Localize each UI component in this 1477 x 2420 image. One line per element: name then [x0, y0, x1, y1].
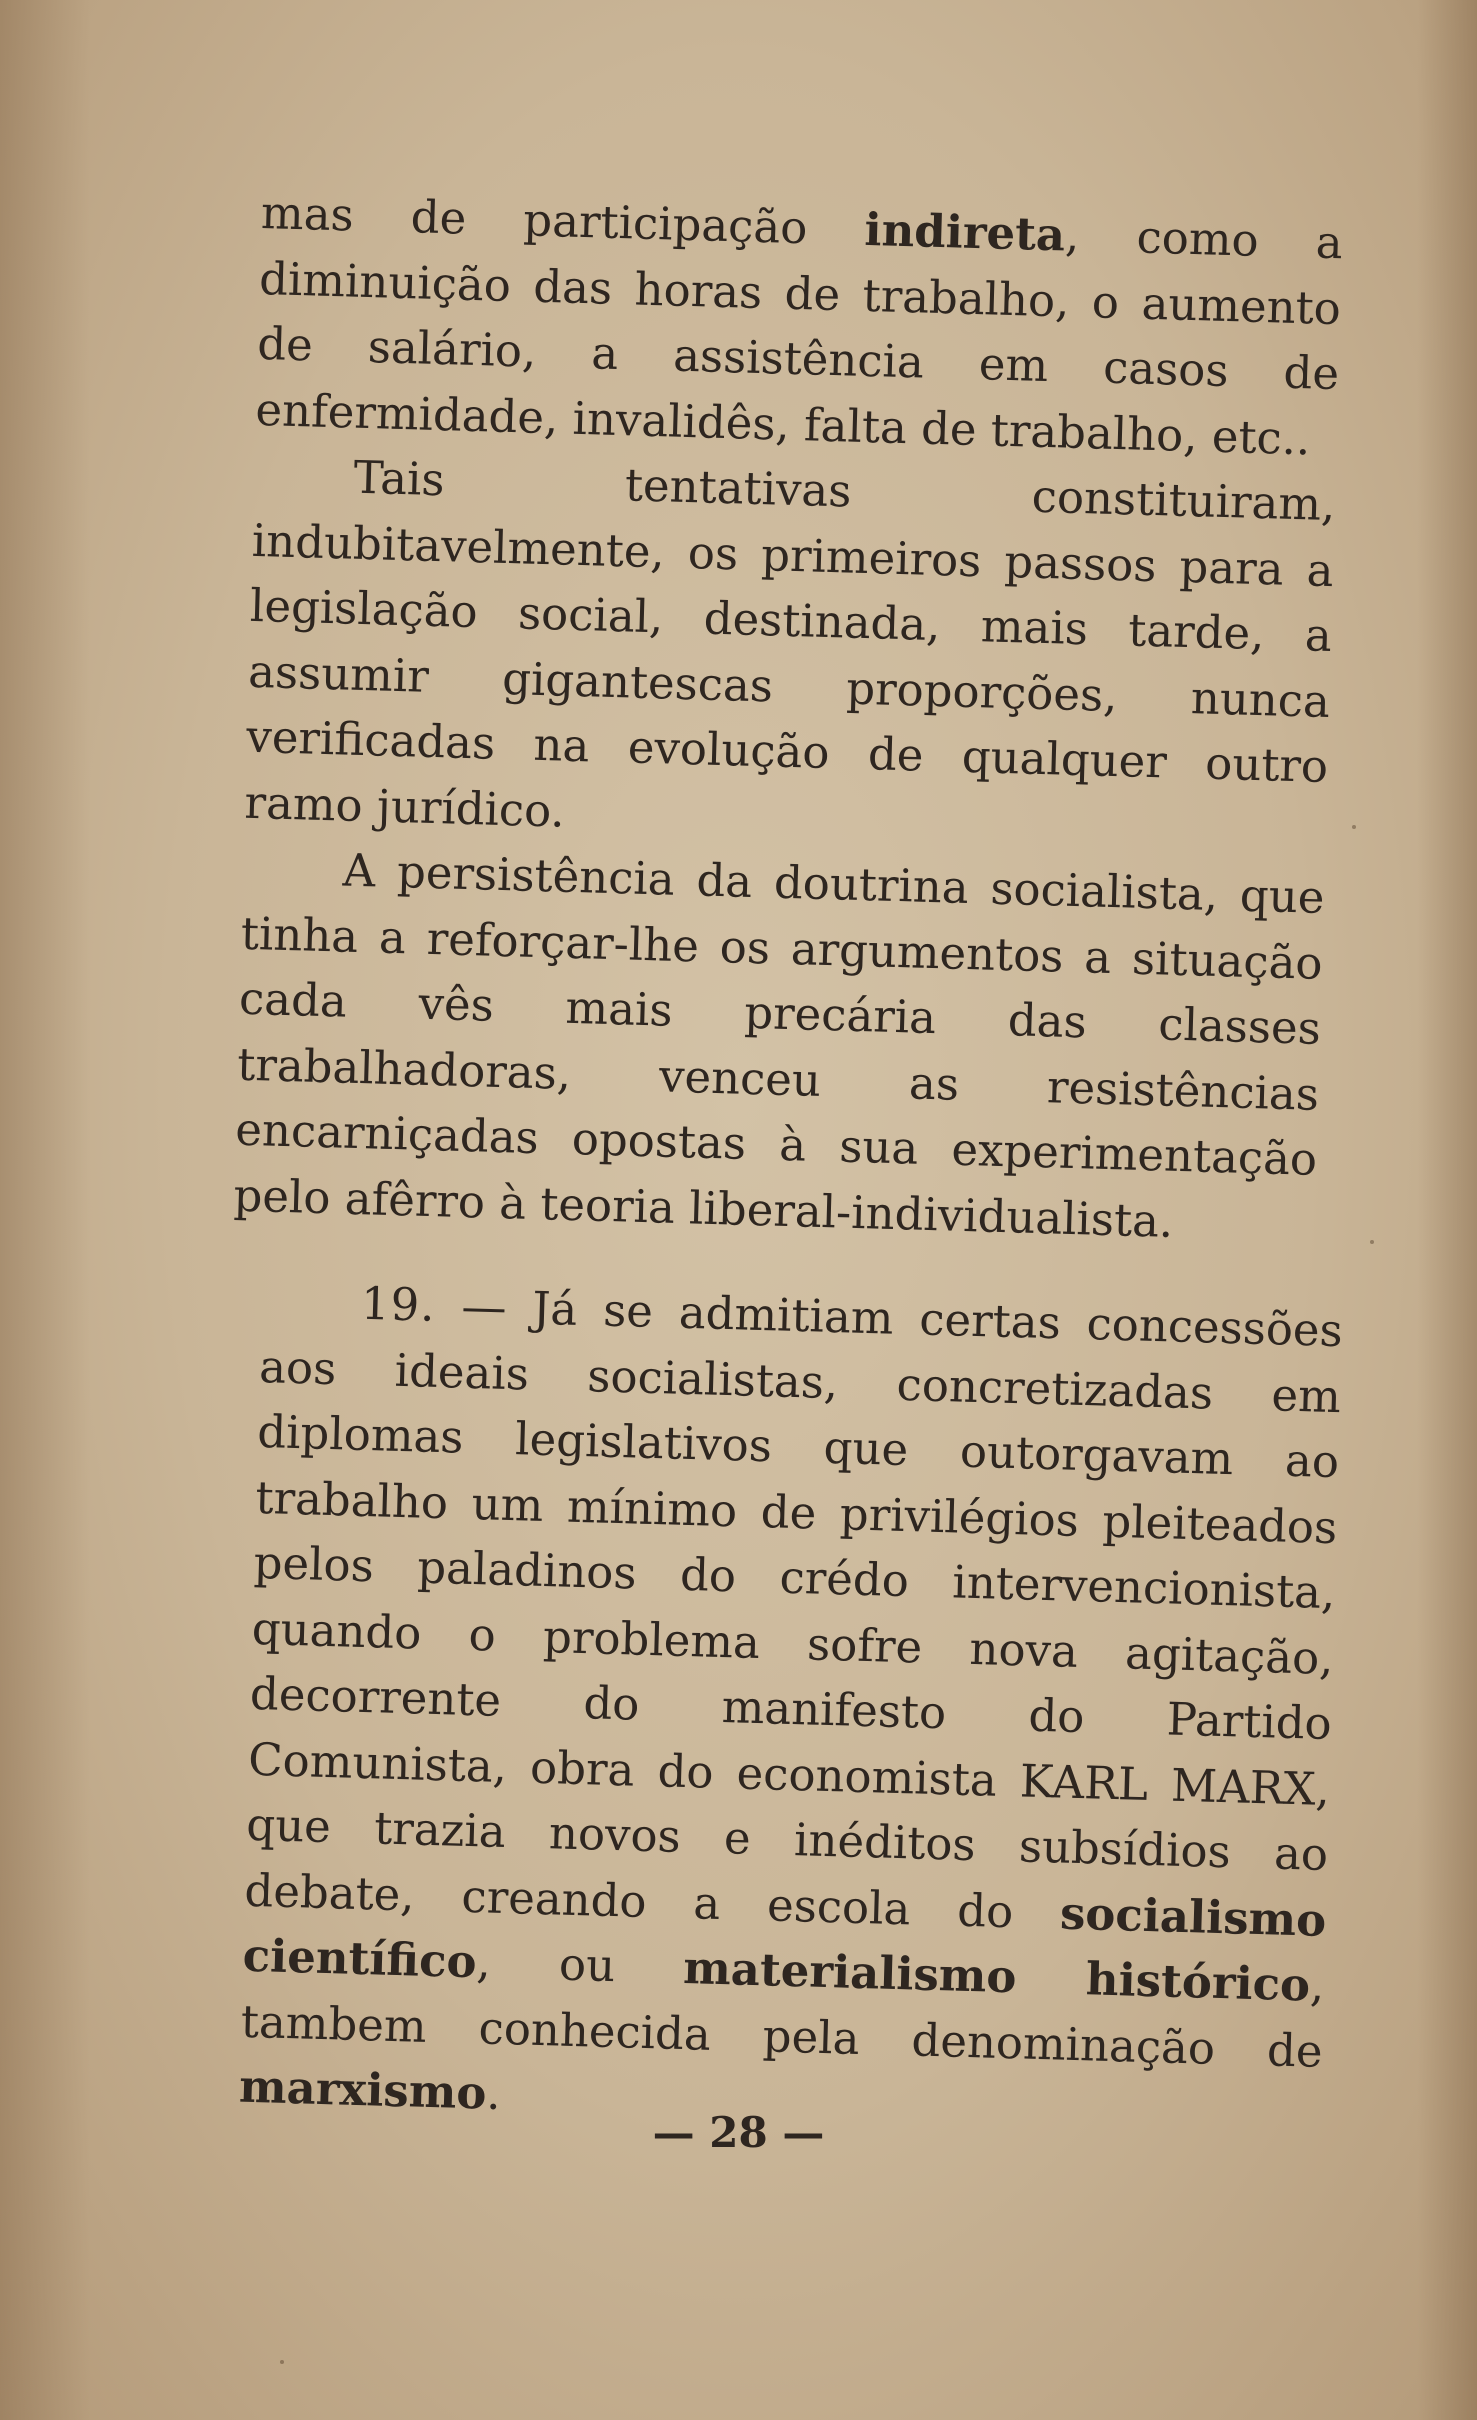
paragraph-1-text-a: mas de participação	[260, 185, 866, 256]
paper-speck	[1370, 1240, 1374, 1244]
paragraph-4-bold-b: materialismo histórico	[682, 1941, 1311, 2012]
paragraph-1-bold: indireta	[863, 202, 1066, 262]
paragraph-4-bold-a: socialismo científico	[242, 1886, 1327, 1989]
paragraph-1-text-b: , como a diminuição das horas de trabalho, o aumento de salário, a assistência em casos de enfermidade, invalidês, falta de trabalho, etc..	[254, 208, 1344, 465]
paragraph-2: Tais tentativas constituiram, indubitavelmente, os primeiros passos para a legislação social, destinada, mais tarde, a assumir gigantescas proporções, nunca verificadas na evolução de qualquer outro ramo jurídico.	[243, 450, 1337, 838]
section-number: 19.	[360, 1276, 437, 1332]
paper-speck	[1352, 825, 1356, 829]
paragraph-4-text-d: .	[485, 2066, 502, 2120]
paragraph-4-text-c: , tambem conhecida pela denominação de	[240, 1958, 1326, 2078]
paragraph-4-bold-c: marxismo	[238, 2059, 488, 2120]
paper-speck	[280, 2360, 284, 2364]
paragraph-3: A persistência da doutrina socialista, que tinha a reforçar-lhe os argumentos a situação cada vês mais precária das classes trabalhadoras, venceu as resistências encarniçadas opostas à sua experimentação pelo afêrro à teoria liberal-individualista.	[232, 843, 1326, 1248]
page-number: — 28 —	[652, 2108, 825, 2157]
text-block-top	[233, 180, 1344, 1258]
paragraph-1	[255, 180, 1344, 472]
paragraph-4-text-b: , ou	[475, 1935, 685, 1995]
text-block-section-19	[238, 1268, 1343, 2149]
paragraph-4-text-a: — Já se admitiam certas concessões aos ideais socialistas, concretizadas em diplomas legislativos que outorgavam ao trabalho um mínimo de privilégios pleiteados pelos paladinos do crédo intervencionista, quando o problema sofre nova agitação, decorrente do manifesto do Partido Comunista, obra do economista KARL MARX, que trazia novos e inéditos subsídios ao debate, creando a escola do	[243, 1278, 1344, 1940]
paragraph-4	[238, 1268, 1343, 2149]
